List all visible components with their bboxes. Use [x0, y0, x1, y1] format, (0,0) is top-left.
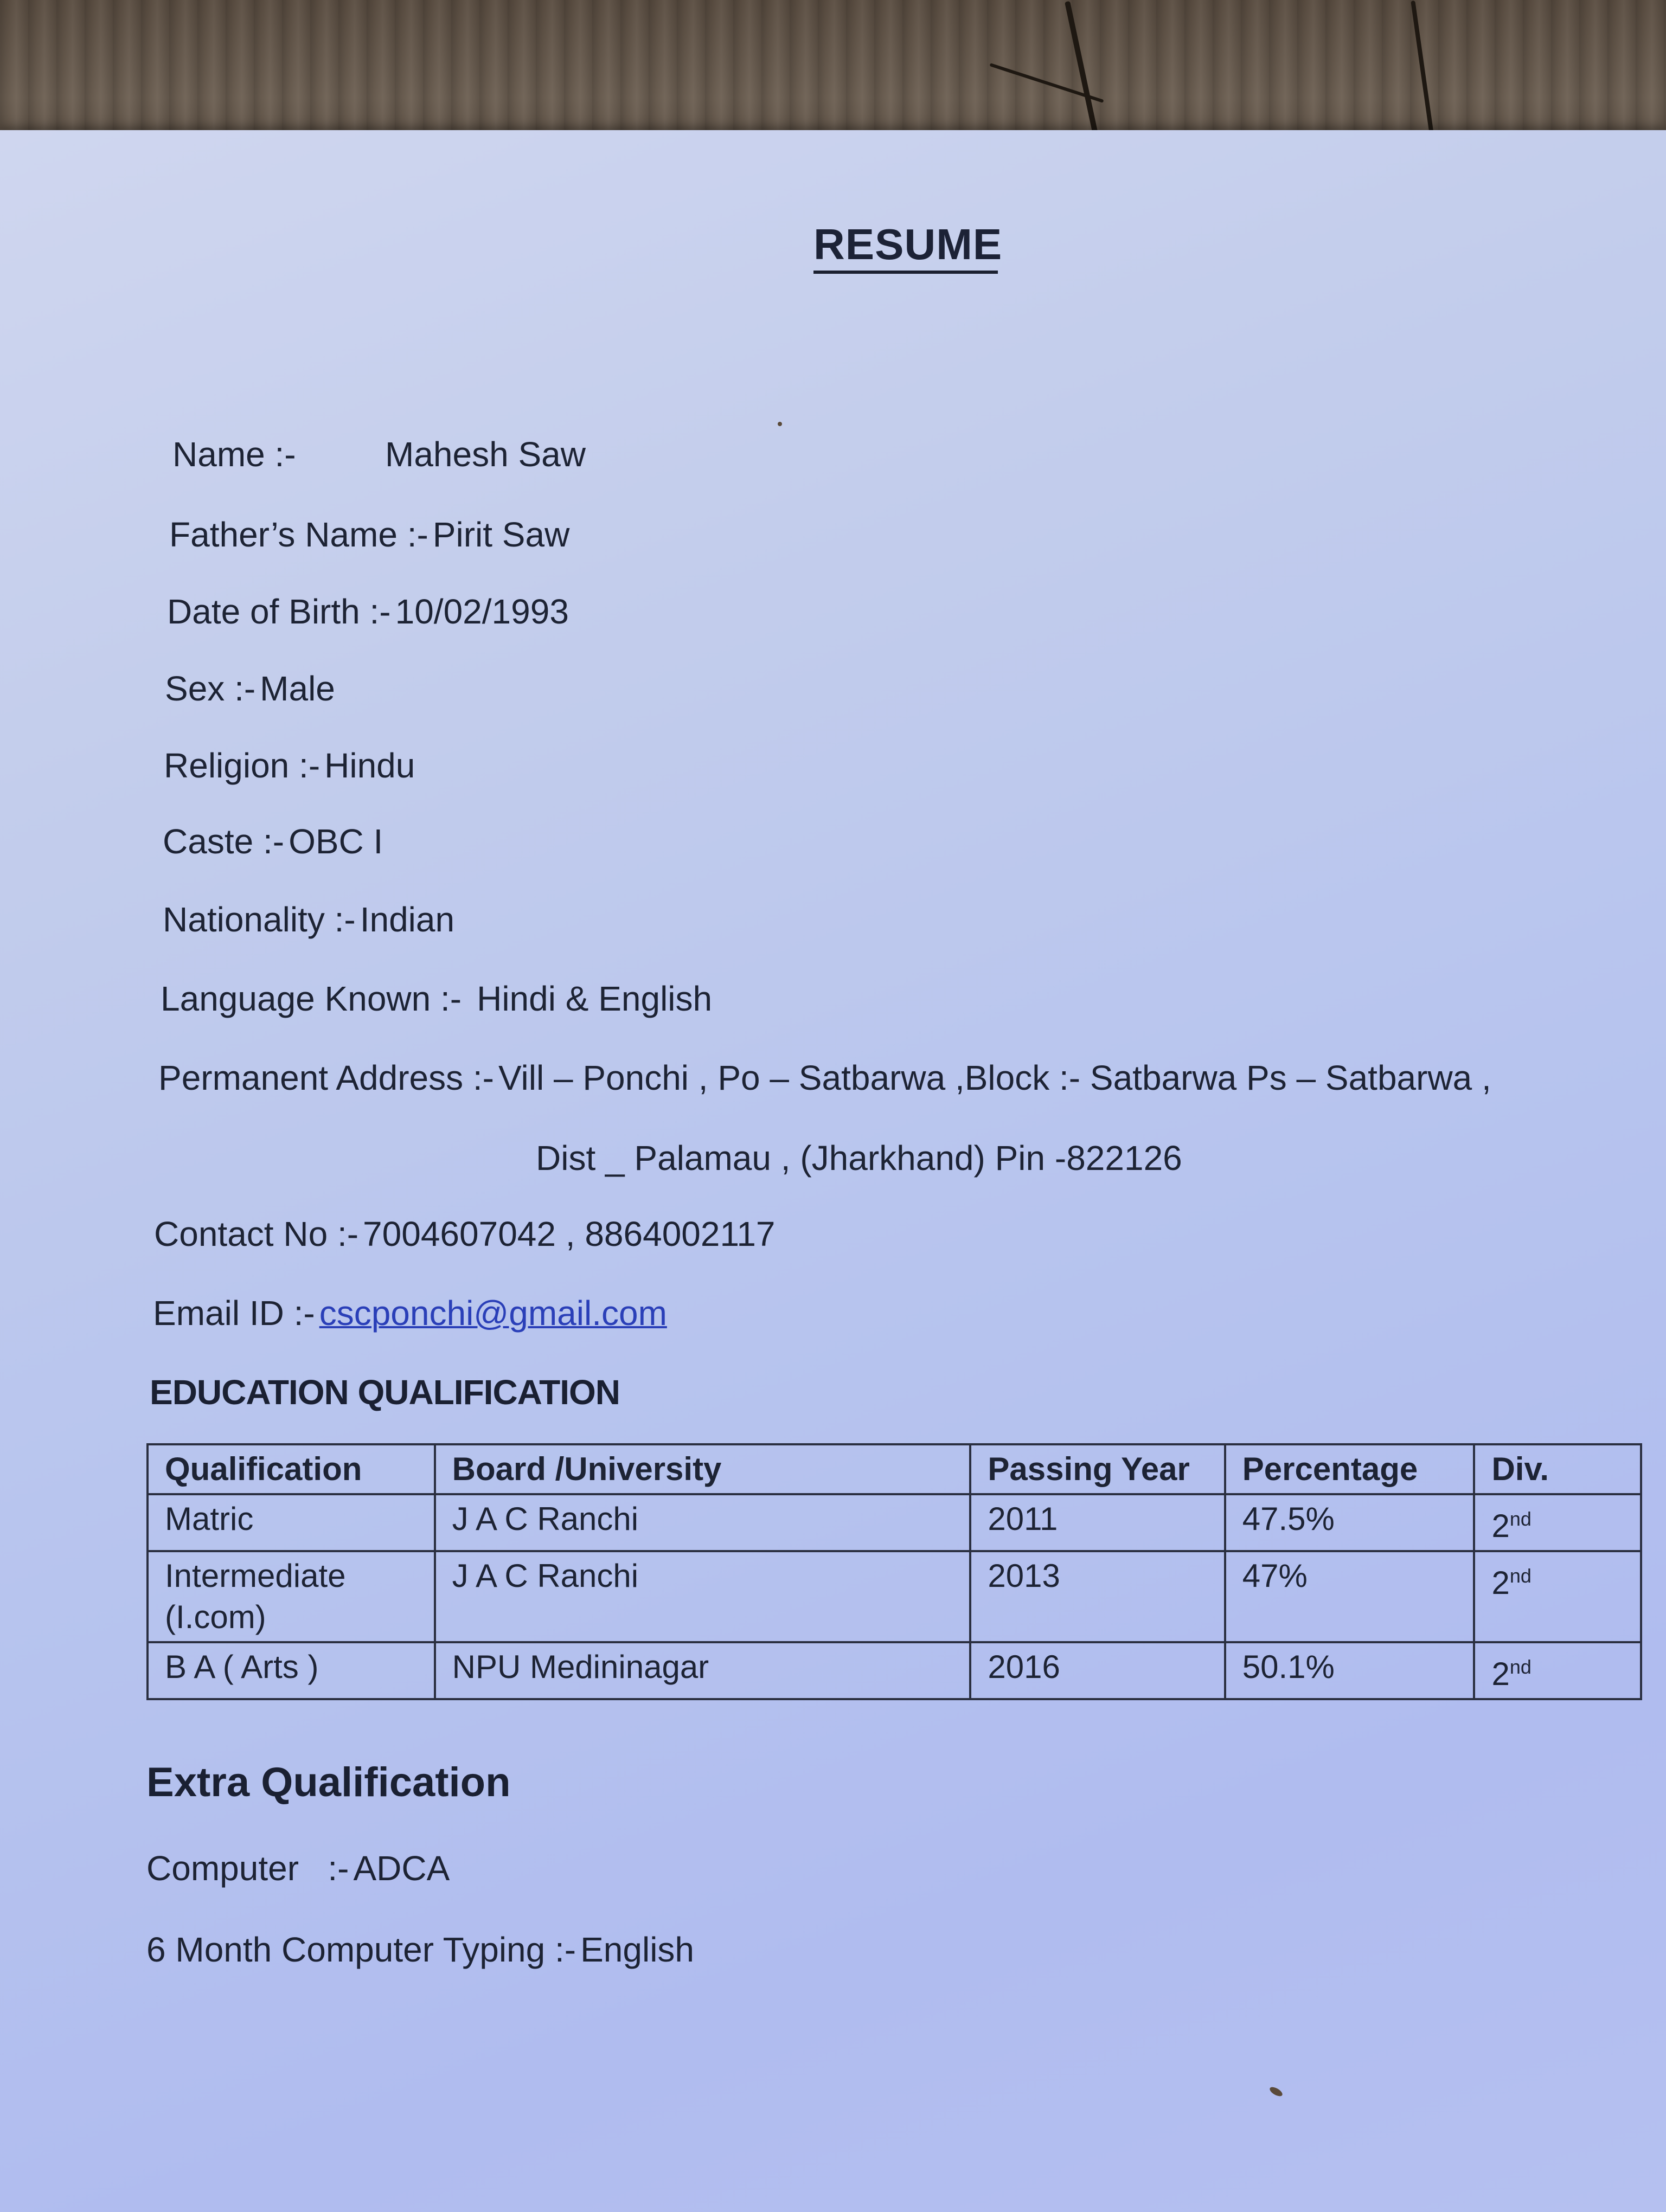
address-line-1: Vill – Ponchi , Po – Satbarwa ,Block :- Satbarwa Ps – Satbarwa ,	[498, 1058, 1491, 1097]
column-header-div: Div.	[1474, 1444, 1641, 1494]
table-header-row	[148, 1444, 1641, 1494]
wood-crack	[1411, 1, 1435, 146]
div-number: 2	[1491, 1565, 1510, 1601]
education-heading: EDUCATION QUALIFICATION	[150, 1373, 620, 1412]
cell-board: J A C Ranchi	[435, 1494, 971, 1551]
address-line-2: Dist _ Palamau , (Jharkhand) Pin -822126	[536, 1139, 1182, 1178]
nationality-value: Indian	[360, 900, 455, 939]
typing-label: 6 Month Computer Typing :-	[146, 1930, 576, 1969]
father-name-value: Pirit Saw	[432, 515, 570, 554]
div-suffix: nd	[1509, 1508, 1532, 1530]
column-header-board: Board /University	[435, 1444, 971, 1494]
table-row	[148, 1642, 1641, 1699]
cell-qualification: Matric	[148, 1494, 435, 1551]
email-field	[153, 1293, 667, 1334]
div-suffix: nd	[1509, 1656, 1532, 1678]
column-header-qualification: Qualification	[148, 1444, 435, 1494]
cell-qualification	[148, 1551, 435, 1642]
contact-field	[154, 1213, 776, 1255]
dob-field	[167, 591, 569, 632]
typing-field	[146, 1929, 694, 1970]
paper-speck	[778, 422, 782, 426]
cell-qualification: B A ( Arts )	[148, 1642, 435, 1699]
contact-value: 7004607042 , 8864002117	[363, 1214, 776, 1253]
cell-board: J A C Ranchi	[435, 1551, 971, 1642]
table-row	[148, 1551, 1641, 1642]
qualification-line-1: Intermediate	[165, 1558, 346, 1594]
cell-div	[1474, 1494, 1641, 1551]
qualification-line-2: (I.com)	[165, 1599, 266, 1635]
religion-label: Religion :-	[164, 746, 321, 785]
dob-label: Date of Birth :-	[167, 592, 391, 631]
wood-crack	[1065, 1, 1099, 140]
language-field	[161, 978, 712, 1019]
computer-field	[146, 1848, 450, 1889]
cell-div	[1474, 1642, 1641, 1699]
caste-value: OBC I	[289, 822, 383, 861]
column-header-percentage: Percentage	[1225, 1444, 1475, 1494]
language-value: Hindi & English	[477, 979, 713, 1018]
div-number: 2	[1491, 1656, 1510, 1692]
sex-label: Sex :-	[165, 669, 256, 708]
language-label: Language Known :-	[161, 979, 462, 1018]
cell-percentage: 47%	[1225, 1551, 1475, 1642]
cell-percentage: 50.1%	[1225, 1642, 1475, 1699]
extra-qualification-heading: Extra Qualification	[146, 1759, 511, 1805]
father-name-field	[169, 514, 569, 555]
name-label: Name :-	[172, 435, 296, 474]
contact-label: Contact No :-	[154, 1214, 359, 1253]
caste-label: Caste :-	[163, 822, 285, 861]
dob-value: 10/02/1993	[395, 592, 569, 631]
name-value: Mahesh Saw	[385, 435, 586, 474]
cell-year: 2011	[970, 1494, 1225, 1551]
father-name-label: Father’s Name :-	[169, 515, 428, 554]
computer-value: ADCA	[353, 1849, 450, 1888]
name-field	[172, 434, 296, 475]
cell-year: 2016	[970, 1642, 1225, 1699]
nationality-field	[163, 899, 454, 940]
resume-title: RESUME	[813, 220, 998, 274]
div-suffix: nd	[1509, 1565, 1532, 1587]
sex-field	[165, 668, 335, 709]
typing-value: English	[580, 1930, 694, 1969]
religion-value: Hindu	[324, 746, 415, 785]
computer-label: Computer :-	[146, 1849, 349, 1888]
address-field	[158, 1057, 1491, 1098]
table-row	[148, 1494, 1641, 1551]
sex-value: Male	[260, 669, 335, 708]
email-label: Email ID :-	[153, 1294, 315, 1333]
caste-field	[163, 821, 383, 862]
email-link[interactable]: cscponchi@gmail.com	[319, 1294, 667, 1333]
cell-percentage: 47.5%	[1225, 1494, 1475, 1551]
nationality-label: Nationality :-	[163, 900, 356, 939]
education-table	[146, 1443, 1642, 1700]
column-header-passing-year: Passing Year	[970, 1444, 1225, 1494]
address-label: Permanent Address :-	[158, 1058, 494, 1097]
cell-board: NPU Medininagar	[435, 1642, 971, 1699]
cell-div	[1474, 1551, 1641, 1642]
div-number: 2	[1491, 1508, 1510, 1544]
religion-field	[164, 745, 415, 786]
cell-year: 2013	[970, 1551, 1225, 1642]
